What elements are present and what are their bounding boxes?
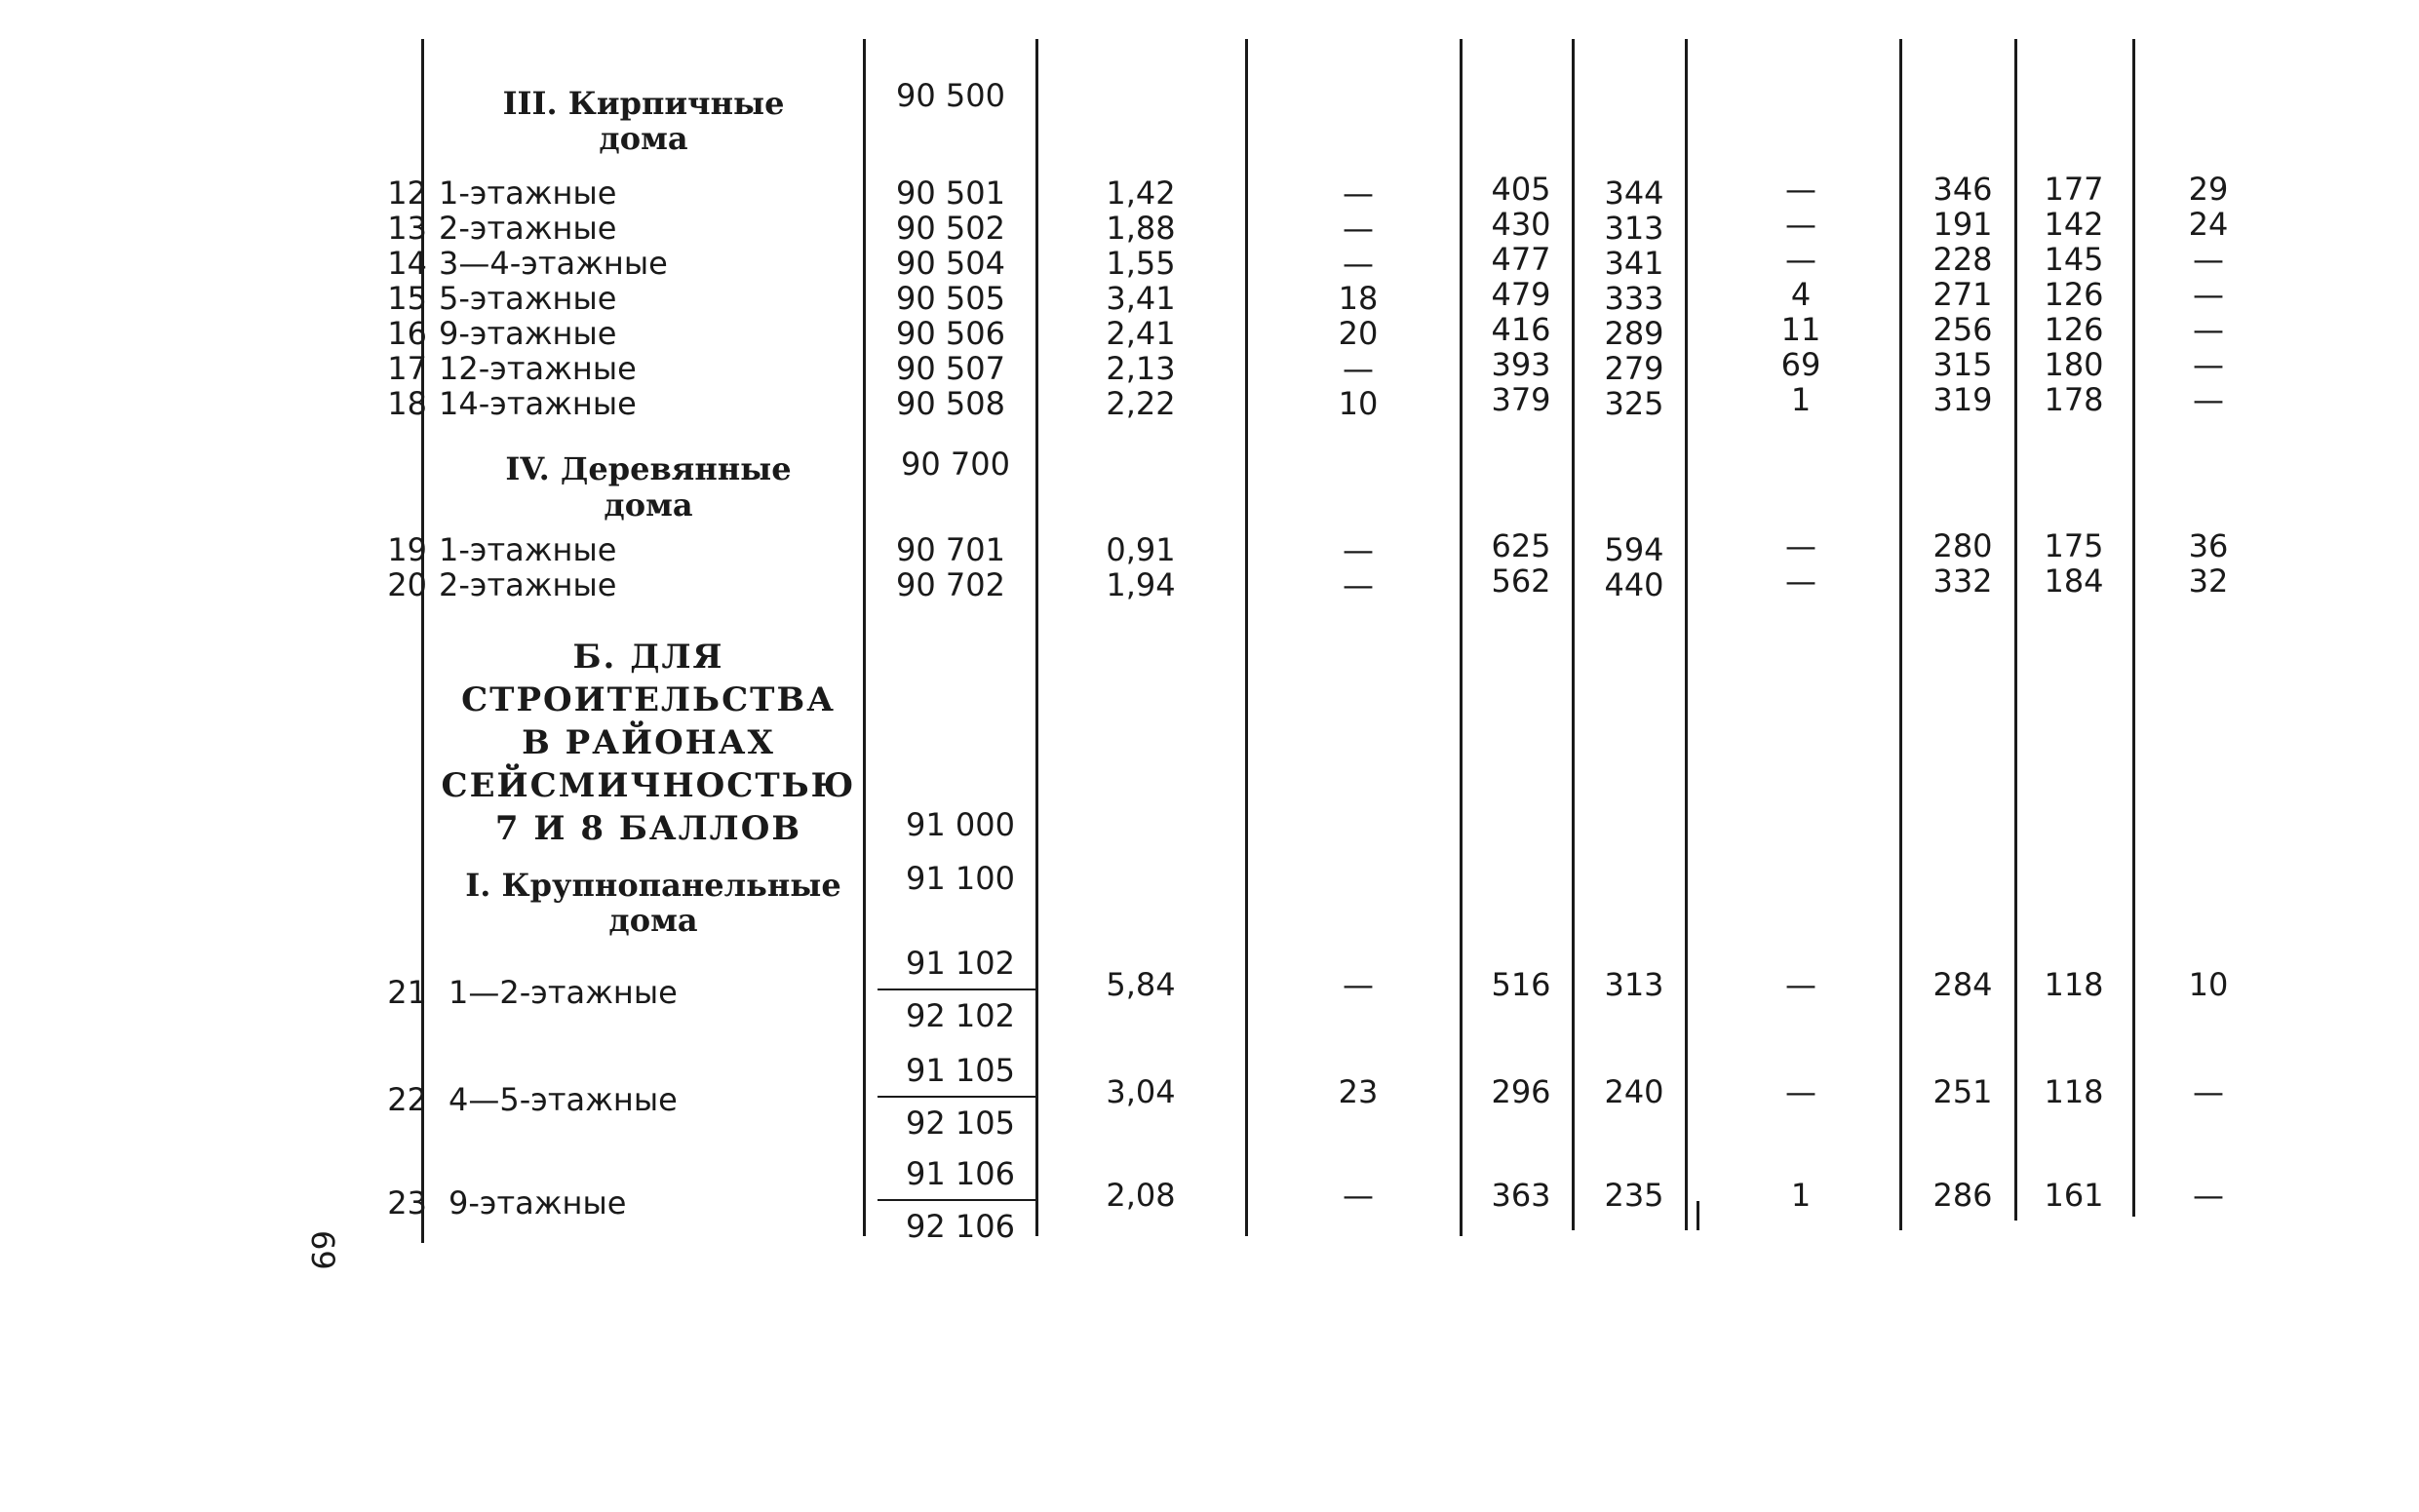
row-code: 90 508	[896, 385, 1005, 422]
row-number: 19	[387, 531, 427, 568]
cell-c7: 175	[2044, 527, 2104, 564]
row-number: 14	[387, 245, 427, 282]
cell-c7: 118	[2044, 966, 2104, 1003]
section-header: дома	[608, 902, 698, 939]
row-code: 90 501	[896, 174, 1005, 212]
row-name: 2-этажные	[439, 210, 617, 247]
cell-c3: 430	[1491, 206, 1551, 243]
row-code-top: 91 102	[906, 945, 1015, 982]
cell-c8: 24	[2188, 206, 2229, 243]
section-code: 90 500	[896, 77, 1005, 114]
cell-c1: 0,91	[1106, 531, 1176, 568]
row-code: 90 507	[896, 350, 1005, 387]
row-code-bottom: 92 102	[906, 997, 1015, 1034]
fraction-line	[878, 1096, 1035, 1098]
column-rule	[1899, 39, 1902, 1230]
cell-c8: —	[2193, 1073, 2224, 1110]
row-number: 16	[387, 315, 427, 352]
row-number: 20	[387, 566, 427, 603]
cell-c8: 32	[2188, 562, 2229, 600]
cell-c6: 228	[1932, 241, 1993, 278]
cell-c5: 11	[1780, 311, 1821, 348]
cell-c2: —	[1343, 210, 1374, 247]
section-header: В РАЙОНАХ	[522, 723, 775, 762]
cell-c3: 625	[1491, 527, 1551, 564]
row-number: 17	[387, 350, 427, 387]
cell-c2: —	[1343, 174, 1374, 212]
cell-c6: 346	[1932, 171, 1993, 208]
cell-c6: 284	[1932, 966, 1993, 1003]
cell-c1: 3,41	[1106, 280, 1176, 317]
cell-c1: 2,22	[1106, 385, 1176, 422]
section-code: 90 700	[901, 446, 1010, 483]
cell-c5: —	[1785, 206, 1816, 243]
cell-c8: —	[2193, 381, 2224, 418]
row-number: 13	[387, 210, 427, 247]
section-header: дома	[604, 486, 693, 523]
column-rule	[1035, 39, 1038, 1236]
cell-c3: 296	[1491, 1073, 1551, 1110]
cell-c7: 126	[2044, 276, 2104, 313]
row-code: 90 502	[896, 210, 1005, 247]
cell-c3: 516	[1491, 966, 1551, 1003]
cell-c8: 36	[2188, 527, 2229, 564]
column-rule	[1460, 39, 1463, 1236]
row-number: 22	[387, 1081, 427, 1118]
cell-c7: 161	[2044, 1177, 2104, 1214]
column-rule	[1685, 39, 1688, 1230]
cell-c5: —	[1785, 171, 1816, 208]
column-rule	[2132, 39, 2135, 1217]
cell-c2: 18	[1338, 280, 1379, 317]
cell-c1: 1,55	[1106, 245, 1176, 282]
row-code-top: 91 105	[906, 1052, 1015, 1089]
cell-c8: 10	[2188, 966, 2229, 1003]
row-number: 21	[387, 974, 427, 1011]
cell-c3: 379	[1491, 381, 1551, 418]
cell-c4: 333	[1604, 280, 1664, 317]
cell-c5: —	[1785, 562, 1816, 600]
row-name: 1—2-этажные	[449, 974, 678, 1011]
row-code-bottom: 92 105	[906, 1105, 1015, 1142]
row-code: 90 701	[896, 531, 1005, 568]
cell-c7: 142	[2044, 206, 2104, 243]
cell-c7: 126	[2044, 311, 2104, 348]
row-name: 3—4-этажные	[439, 245, 668, 282]
cell-c3: 393	[1491, 346, 1551, 383]
cell-c2: —	[1343, 350, 1374, 387]
cell-c6: 271	[1932, 276, 1993, 313]
row-name: 5-этажные	[439, 280, 617, 317]
row-number: 18	[387, 385, 427, 422]
row-name: 1-этажные	[439, 531, 617, 568]
cell-c1: 1,88	[1106, 210, 1176, 247]
cell-c4: 341	[1604, 245, 1664, 282]
row-code: 90 505	[896, 280, 1005, 317]
cell-c1: 1,42	[1106, 174, 1176, 212]
row-code-top: 91 106	[906, 1155, 1015, 1192]
section-header: III. Кирпичные	[502, 85, 785, 122]
cell-c2: 23	[1338, 1073, 1379, 1110]
row-number: 23	[387, 1184, 427, 1221]
cell-c1: 5,84	[1106, 966, 1176, 1003]
row-name: 12-этажные	[439, 350, 637, 387]
column-rule	[1697, 1201, 1699, 1230]
section-header: IV. Деревянные	[505, 450, 792, 487]
cell-c4: 313	[1604, 210, 1664, 247]
cell-c6: 332	[1932, 562, 1993, 600]
row-name: 2-этажные	[439, 566, 617, 603]
cell-c5: 69	[1780, 346, 1821, 383]
row-name: 9-этажные	[449, 1184, 627, 1221]
fraction-line	[878, 989, 1035, 990]
cell-c3: 405	[1491, 171, 1551, 208]
cell-c7: 145	[2044, 241, 2104, 278]
row-code: 90 506	[896, 315, 1005, 352]
cell-c8: —	[2193, 276, 2224, 313]
row-number: 15	[387, 280, 427, 317]
cell-c7: 177	[2044, 171, 2104, 208]
cell-c4: 440	[1604, 566, 1664, 603]
row-number: 12	[387, 174, 427, 212]
cell-c2: 20	[1338, 315, 1379, 352]
cell-c1: 2,41	[1106, 315, 1176, 352]
cell-c7: 184	[2044, 562, 2104, 600]
cell-c4: 344	[1604, 174, 1664, 212]
cell-c6: 319	[1932, 381, 1993, 418]
cell-c8: —	[2193, 241, 2224, 278]
cell-c2: —	[1343, 966, 1374, 1003]
cell-c5: 1	[1790, 381, 1812, 418]
cell-c6: 191	[1932, 206, 1993, 243]
row-name: 14-этажные	[439, 385, 637, 422]
cell-c5: —	[1785, 1073, 1816, 1110]
section-header: 7 И 8 БАЛЛОВ	[494, 809, 802, 848]
cell-c2: —	[1343, 566, 1374, 603]
column-rule	[863, 39, 866, 1236]
section-header: дома	[599, 120, 688, 157]
cell-c4: 279	[1604, 350, 1664, 387]
cell-c7: 180	[2044, 346, 2104, 383]
cell-c8: —	[2193, 346, 2224, 383]
column-rule	[1245, 39, 1248, 1236]
cell-c5: —	[1785, 241, 1816, 278]
section-header: Б. ДЛЯ	[572, 638, 724, 677]
cell-c3: 416	[1491, 311, 1551, 348]
cell-c7: 178	[2044, 381, 2104, 418]
fraction-line	[878, 1199, 1035, 1201]
cell-c4: 235	[1604, 1177, 1664, 1214]
cell-c6: 315	[1932, 346, 1993, 383]
cell-c4: 325	[1604, 385, 1664, 422]
section-code: 91 000	[906, 806, 1015, 843]
row-name: 1-этажные	[439, 174, 617, 212]
cell-c3: 477	[1491, 241, 1551, 278]
cell-c5: —	[1785, 966, 1816, 1003]
cell-c3: 562	[1491, 562, 1551, 600]
cell-c5: —	[1785, 527, 1816, 564]
cell-c2: —	[1343, 245, 1374, 282]
cell-c7: 118	[2044, 1073, 2104, 1110]
cell-c3: 479	[1491, 276, 1551, 313]
row-code-bottom: 92 106	[906, 1208, 1015, 1245]
cell-c4: 594	[1604, 531, 1664, 568]
row-name: 9-этажные	[439, 315, 617, 352]
row-code: 90 504	[896, 245, 1005, 282]
cell-c6: 256	[1932, 311, 1993, 348]
cell-c1: 2,13	[1106, 350, 1176, 387]
cell-c8: —	[2193, 1177, 2224, 1214]
section-header: СТРОИТЕЛЬСТВА	[461, 680, 836, 719]
cell-c6: 251	[1932, 1073, 1993, 1110]
section-code: 91 100	[906, 860, 1015, 897]
column-rule	[2014, 39, 2017, 1221]
cell-c4: 289	[1604, 315, 1664, 352]
cell-c8: —	[2193, 311, 2224, 348]
section-header: СЕЙСМИЧНОСТЬЮ	[441, 766, 856, 805]
cell-c5: 4	[1790, 276, 1812, 313]
row-name: 4—5-этажные	[449, 1081, 678, 1118]
cell-c1: 2,08	[1106, 1177, 1176, 1214]
cell-c6: 286	[1932, 1177, 1993, 1214]
cell-c5: 1	[1790, 1177, 1812, 1214]
cell-c4: 313	[1604, 966, 1664, 1003]
column-rule	[1572, 39, 1575, 1230]
cell-c2: —	[1343, 1177, 1374, 1214]
cell-c2: —	[1343, 531, 1374, 568]
cell-c6: 280	[1932, 527, 1993, 564]
cell-c1: 1,94	[1106, 566, 1176, 603]
row-code: 90 702	[896, 566, 1005, 603]
cell-c1: 3,04	[1106, 1073, 1176, 1110]
cell-c3: 363	[1491, 1177, 1551, 1214]
cell-c4: 240	[1604, 1073, 1664, 1110]
cell-c2: 10	[1338, 385, 1379, 422]
section-header: I. Крупнопанельные	[465, 867, 841, 904]
cell-c8: 29	[2188, 171, 2229, 208]
page-number: 69	[304, 1230, 341, 1270]
